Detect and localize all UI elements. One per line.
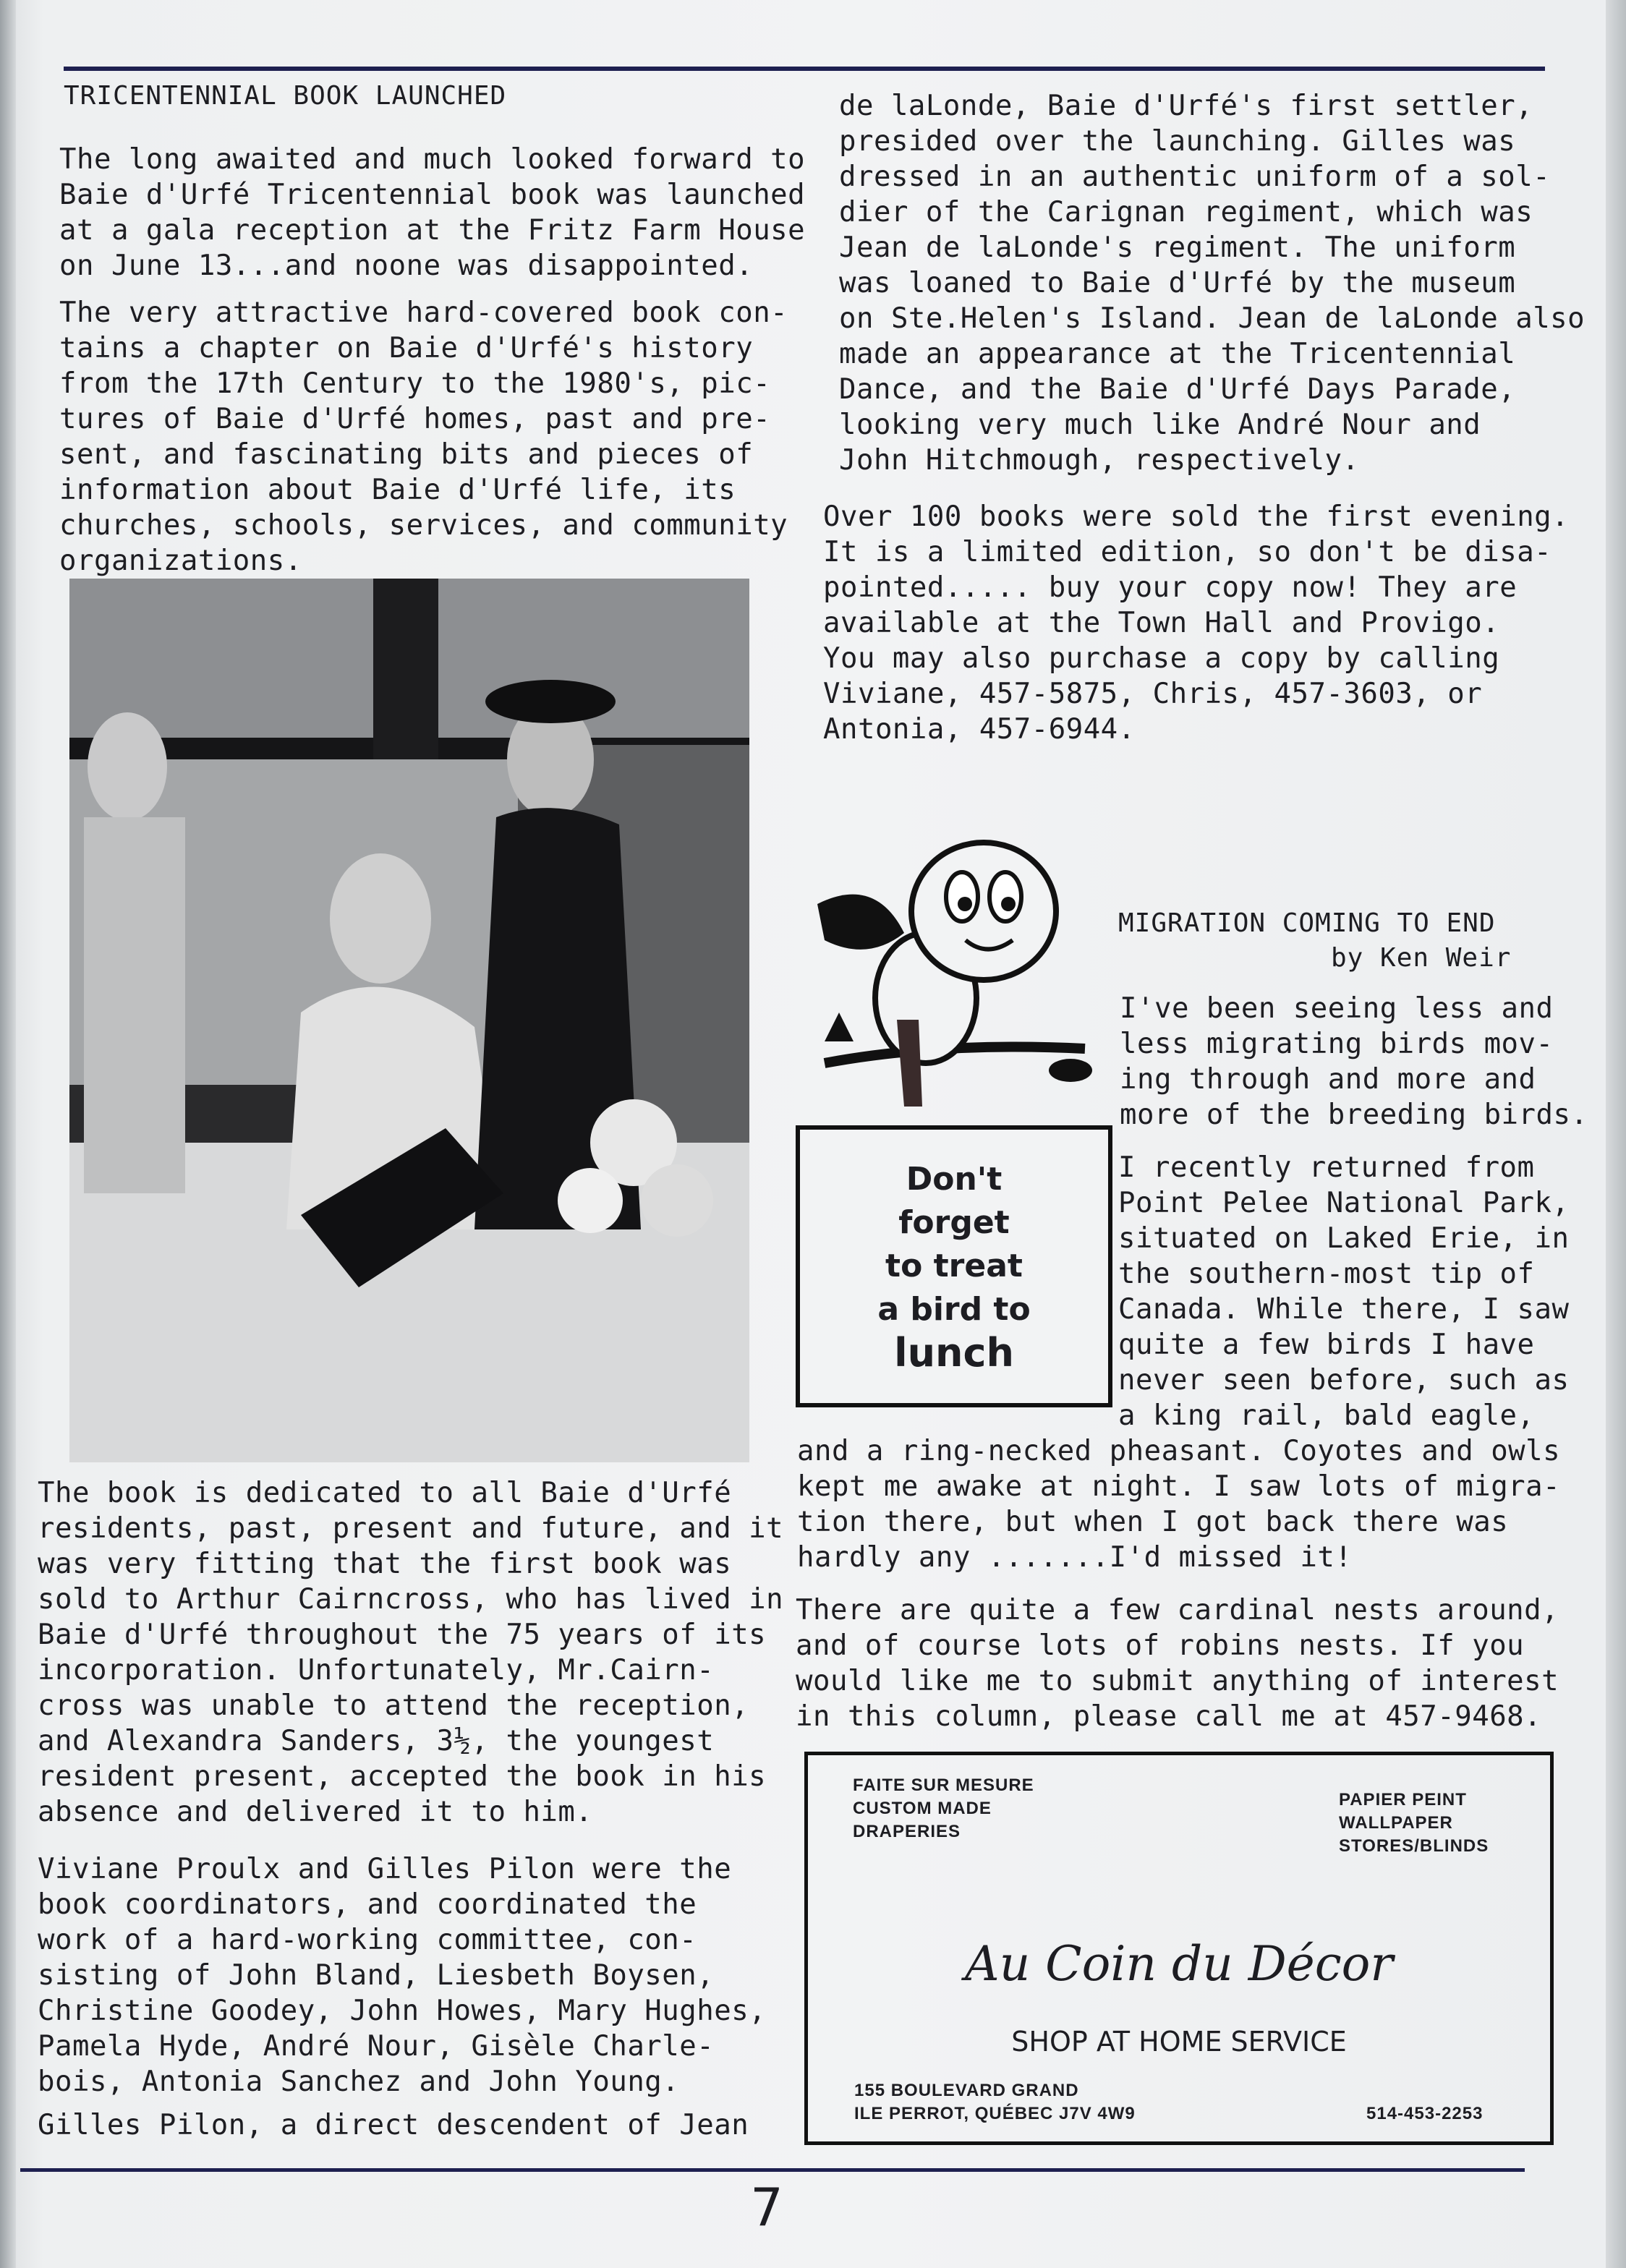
article-paragraph-1: The long awaited and much looked forward to Baie d'Urfé Tricentennial book was launched at a gala reception at the Fritz Farm House on June 13...and noone was disappointed. <box>59 143 806 282</box>
article-paragraph-2: The very attractive hard-covered book con- tains a chapter on Baie d'Urfé's history from the 17th Century to the 1980's, pic- tures of Baie d'Urfé homes, past and pre- sent, and fascinating bits and pieces of information about Baie d'Urfé life, its churches, schools, services, and community organizations. <box>59 297 788 577</box>
article-paragraph-4: Viviane Proulx and Gilles Pilon were the book coordinators, and coordinated the work of a hard-working committee, con- sisting of John Bland, Liesbeth Boysen, Christine Goodey, John Howes, Mary Hughes, Pamela Hyde, André Nour, Gisèle Charle- bois, Antonia Sanchez and John Young. <box>38 1853 767 2098</box>
page-number: 7 <box>750 2177 783 2238</box>
ad-phone: 514-453-2253 <box>1366 2104 1484 2123</box>
bottom-rule <box>20 2168 1525 2172</box>
ad-brand-name: Au Coin du Décor <box>965 1936 1393 1992</box>
ad-wallpaper-text: PAPIER PEINT WALLPAPER STORES/BLINDS <box>1339 1790 1489 1856</box>
page-edge <box>1606 0 1626 2268</box>
top-rule <box>64 67 1545 71</box>
ad-drapery-text: FAITE SUR MESURE CUSTOM MADE DRAPERIES <box>853 1775 1034 1841</box>
article-paragraph-5: Gilles Pilon, a direct descendent of Jean <box>38 2109 749 2141</box>
bird-cartoon-icon <box>796 832 1114 1128</box>
column-byline: by Ken Weir <box>1331 943 1512 973</box>
ad-address: 155 BOULEVARD GRAND ILE PERROT, QUÉBEC J7V 4W9 <box>854 2081 1136 2123</box>
column-paragraph-1: I've been seeing less and less migrating birds mov- ing through and more and more of the breeding birds. <box>1120 992 1588 1131</box>
article-paragraph-7: Over 100 books were sold the first evening. It is a limited edition, so don't be disa- pointed..... buy your copy now! They are available at the Town Hall and Provigo. You may also purchase a copy by calling Viviane, 457-5875, Chris, 457-3603, or Antonia, 457-6944. <box>823 500 1570 746</box>
ad-service-line: SHOP AT HOME SERVICE <box>1011 2026 1347 2058</box>
bird-ad-text: Don't forget to treat a bird to <box>877 1161 1031 1328</box>
launch-photo <box>69 579 749 1462</box>
column-headline: MIGRATION COMING TO END <box>1118 908 1496 938</box>
column-paragraph-3: and a ring-necked pheasant. Coyotes and owls kept me awake at night. I saw lots of migra- tion there, but when I got back there was hardly any .......I'd missed it! <box>797 1435 1561 1574</box>
bird-feeding-ad <box>796 832 1114 1410</box>
column-paragraph-4: There are quite a few cardinal nests around, and of course lots of robins nests. If you would like me to submit anything of interest in this column, please call me at 457-9468. <box>796 1594 1559 1733</box>
column-paragraph-2: I recently returned from Point Pelee National Park, situated on Laked Erie, in the southern-most tip of Canada. While there, I saw quite a few birds I have never seen before, such as a king rail, bald eagle, <box>1118 1151 1570 1432</box>
bird-ad-box <box>796 1125 1112 1407</box>
bird-ad-lunch: lunch <box>894 1330 1014 1376</box>
photo-image <box>69 579 749 1462</box>
article-paragraph-6: de laLonde, Baie d'Urfé's first settler, presided over the launching. Gilles was dressed in an authentic uniform of a sol- dier of the Carignan regiment, which was Jean de laLonde's regiment. The uniform was loaned to Baie d'Urfé by the museum on Ste.Helen's Island. Jean de laLonde also made an appearance at the Tricentennial Dance, and the Baie d'Urfé Days Parade, looking very much like André Nour and John Hitchmough, respectively. <box>839 90 1585 477</box>
decor-shop-ad <box>804 1752 1554 2145</box>
page-binding <box>0 0 16 2268</box>
article-paragraph-3: The book is dedicated to all Baie d'Urfé residents, past, present and future, and it was very fitting that the first book was sold to Arthur Cairncross, who has lived in Baie d'Urfé throughout the 75 years of its incorporation. Unfortunately, Mr.Cairn- cross was unable to attend the reception, and Alexandra Sanders, 3½, the youngest resident present, accepted the book in his absence and delivered it to him. <box>38 1477 784 1828</box>
article-headline: TRICENTENNIAL BOOK LAUNCHED <box>64 81 507 111</box>
